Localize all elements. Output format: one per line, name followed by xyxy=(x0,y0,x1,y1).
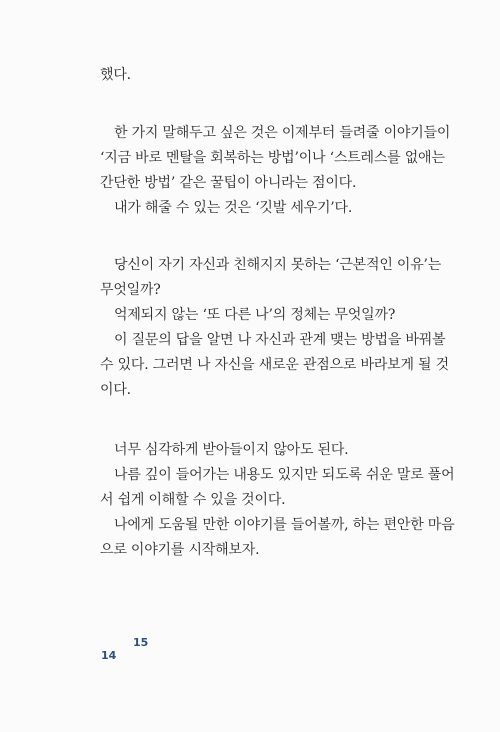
text-line: ‘지금 바로 멘탈을 회복하는 방법’이나 ‘스트레스를 없애는 xyxy=(100,150,445,166)
paragraph-4 xyxy=(100,438,460,563)
text-line: 억제되지 않는 ‘또 다른 나’의 정체는 무엇일까? xyxy=(114,307,396,323)
text-line: 나에게 도움될 만한 이야기를 들어볼까, 하는 편안한 마음 xyxy=(114,517,455,533)
text-line: 한 가지 말해두고 싶은 것은 이제부터 들려줄 이야기들이 xyxy=(114,125,451,141)
text-line: 너무 심각하게 받아들이지 않아도 된다. xyxy=(114,442,349,458)
paragraph-1 xyxy=(100,63,460,88)
page-number-left: 14 xyxy=(101,649,117,662)
paragraph-2 xyxy=(100,121,460,221)
text-line: 나름 깊이 들어가는 내용도 있지만 되도록 쉬운 말로 풀어 xyxy=(114,467,455,483)
text-line: 무엇일까? xyxy=(100,282,161,298)
text-line: 이 질문의 답을 알면 나 자신과 관계 맺는 방법을 바꿔볼 xyxy=(114,332,446,348)
text-line: 간단한 방법’ 같은 꿀팁이 아니라는 점이다. xyxy=(100,175,357,191)
text-line: 서 쉽게 이해할 수 있을 것이다. xyxy=(100,492,286,508)
paragraph-3 xyxy=(100,253,460,403)
page-number-right: 15 xyxy=(133,636,149,649)
text-line: 당신이 자기 자신과 친해지지 못하는 ‘근본적인 이유’는 xyxy=(114,257,442,273)
text-line: 으로 이야기를 시작해보자. xyxy=(100,542,260,558)
text-line: 이다. xyxy=(100,382,131,398)
text-line: 수 있다. 그러면 나 자신을 새로운 관점으로 바라보게 될 것 xyxy=(100,357,449,373)
text-line: 했다. xyxy=(100,67,131,83)
text-line: 내가 해줄 수 있는 것은 ‘깃발 세우기’다. xyxy=(114,200,353,216)
